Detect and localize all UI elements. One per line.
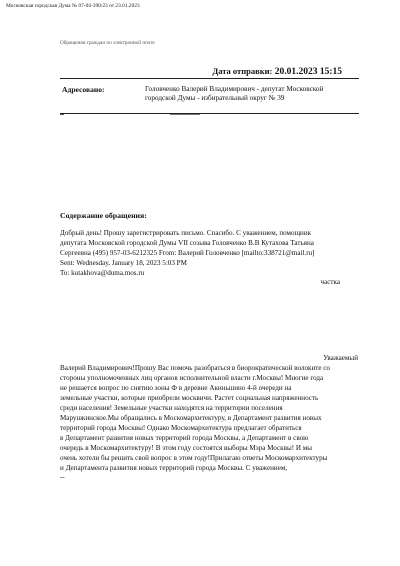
send-date-label: Дата отправки: [212, 66, 273, 76]
content-line: Добрый день! Прошу зарегистрировать письмо. Спасибо. С уважением, помощник [60, 229, 312, 237]
body-line: и Департамента развития новых территорий города Москвы. С уважением, [60, 464, 288, 472]
addressee-value: Головченко Валерий Владимирович - депутат Московской городской Думы - избирательный округ № 39 [145, 85, 324, 103]
addressee-label: Адресовано: [62, 85, 105, 94]
body-line: стороны уполномоченных лиц органов исполнительной власти г.Москвы! Многие года [60, 374, 324, 382]
content-line: Sent: Wednesday, January 18, 2023 5:03 PM [60, 259, 187, 267]
body-line: очень хотели бы решить свой вопрос в этом году!Прилагаю ответы Москомархитектуры [60, 454, 328, 462]
content-line: Сергеевна (495) 957-03-6212325 From: Валерий Головченко [mailto:338721@mail.ru] [60, 249, 315, 257]
greeting-fragment: Уважаемый [323, 354, 358, 362]
trailing-dashes: -- [60, 473, 65, 481]
content-heading: Содержание обращения: [60, 211, 147, 220]
table-border-middle [60, 113, 359, 114]
cut-off-row-mark [170, 114, 200, 118]
body-line: в Департамент развития новых территорий города Москвы, а Департамент в свою [60, 434, 309, 442]
body-line: очередь в Москомархитектуру! В этом году состоятся выборы Мэра Москвы! И мы [60, 444, 313, 452]
content-line: To: kutakhova@duma.mos.ru [60, 269, 145, 277]
cut-off-row-mark [60, 114, 64, 118]
send-date-line [212, 66, 342, 77]
document-reference: Московская городская Дума № 07-04-390/23 от 23.01.2023 [6, 3, 140, 9]
body-line: не решается вопрос по снятию зоны Ф в деревне Акиньшино 4-й очереди на [60, 384, 292, 392]
table-border-top [60, 78, 359, 79]
body-line: среди населения! Земельные участки находятся на территории поселения [60, 404, 283, 412]
body-line: Марушкинское.Мы обращались в Москомархитектуру, в Департамент развития новых [60, 414, 322, 422]
body-line: Валерий Владимирович!Прошу Вас помочь разобраться в биорократической волоките со [60, 364, 330, 372]
text-fragment: частка [320, 278, 340, 286]
content-line: депутата Московской городской Думы VII созыва Головченко В.В Кутахова Татьяна [60, 239, 314, 247]
body-line: земельные участки, которые приобрели москвичи. Растет социальная напряженность [60, 394, 319, 402]
channel-label: Обращения граждан по электронной почте [60, 40, 155, 46]
body-line: территорий города Москвы! Однако Москомархитектура предлагает обратиться [60, 424, 302, 432]
send-date-value: 20.01.2023 15:15 [274, 67, 342, 77]
